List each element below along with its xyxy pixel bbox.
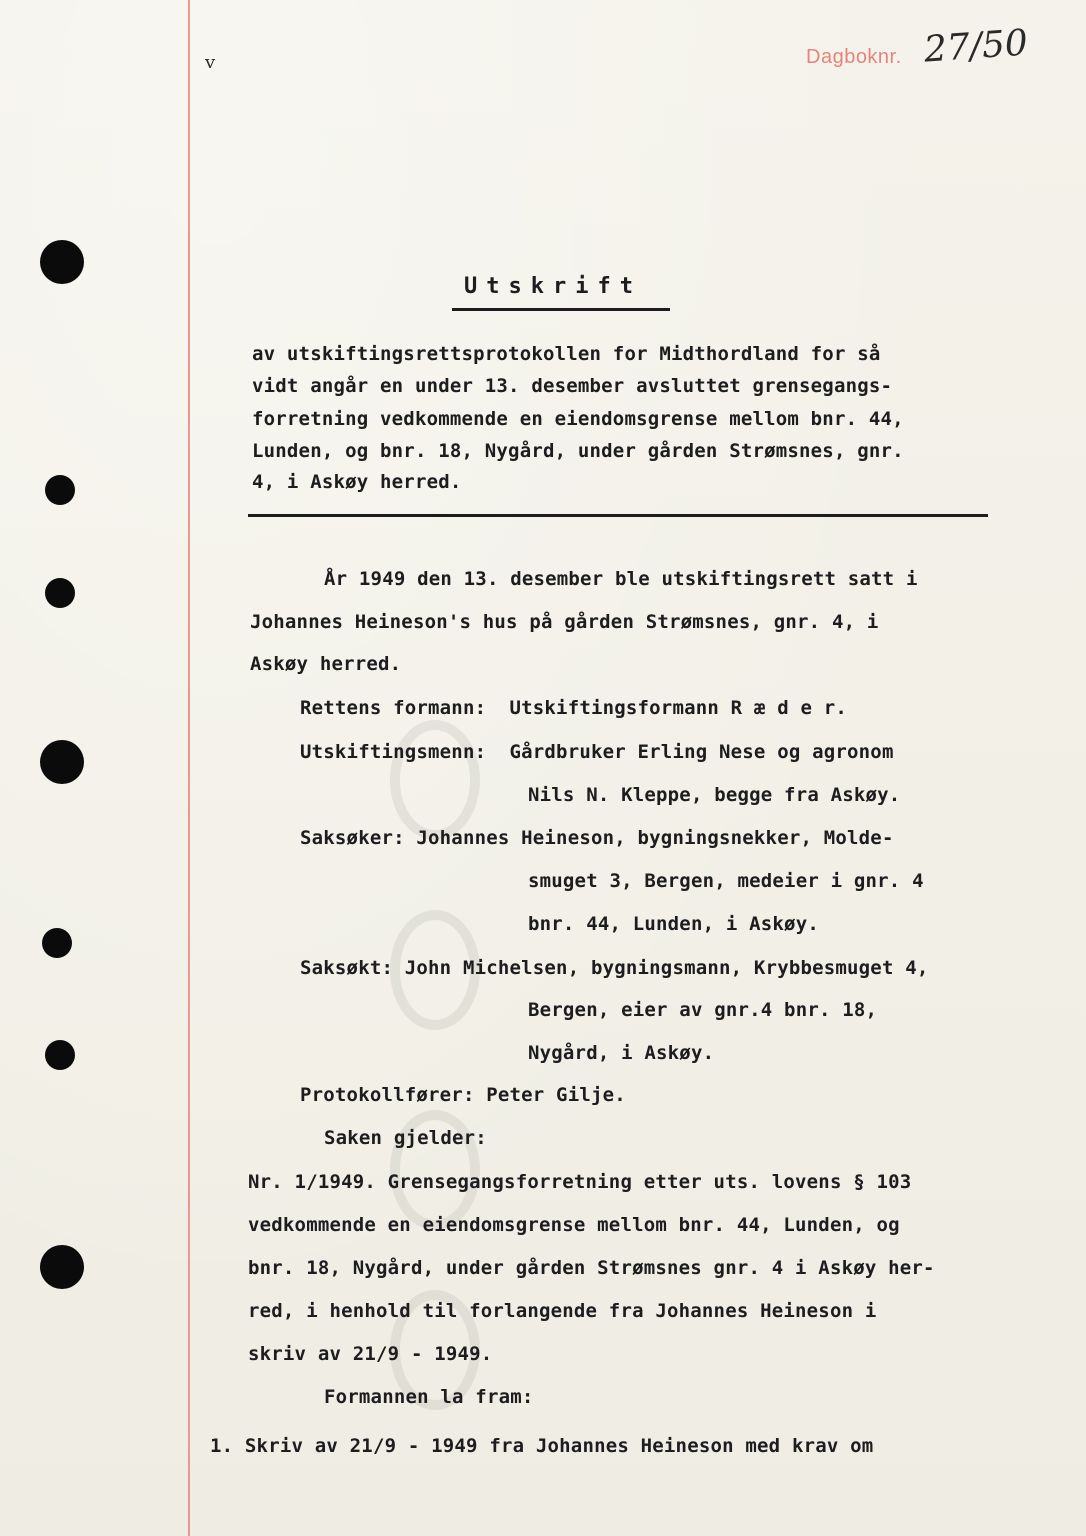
body-line: red, i henhold til forlangende fra Johannes Heineson i (248, 1300, 877, 1322)
body-line: Askøy herred. (250, 653, 402, 675)
title-underline (452, 308, 670, 311)
body-line: Saksøker: Johannes Heineson, bygningsnekker, Molde- (300, 827, 894, 849)
body-line: Utskiftingsmenn: Gårdbruker Erling Nese og agronom (300, 741, 894, 763)
register-number: 27/50 (922, 22, 1030, 71)
punch-hole (40, 240, 84, 284)
body-line: Saken gjelder: (324, 1127, 487, 1149)
margin-check-mark: v (205, 52, 216, 73)
body-line: bnr. 18, Nygård, under gården Strømsnes gnr. 4 i Askøy her- (248, 1257, 935, 1279)
body-line: Nils N. Kleppe, begge fra Askøy. (528, 784, 901, 806)
punch-hole (42, 928, 72, 958)
body-line: Johannes Heineson's hus på gården Strømsnes, gnr. 4, i (250, 611, 879, 633)
punch-hole (40, 1245, 84, 1289)
body-line: 1. Skriv av 21/9 - 1949 fra Johannes Heineson med krav om (210, 1435, 874, 1457)
intro-line: 4, i Askøy herred. (252, 471, 462, 493)
intro-line: av utskiftingsrettsprotokollen for Midthordland for så (252, 343, 881, 365)
body-line: skriv av 21/9 - 1949. (248, 1343, 493, 1365)
body-line: Formannen la fram: (324, 1386, 534, 1408)
body-line: Rettens formann: Utskiftingsformann R æ d e r. (300, 697, 848, 719)
intro-line: Lunden, og bnr. 18, Nygård, under gården Strømsnes, gnr. (252, 440, 904, 462)
margin-line (188, 0, 190, 1536)
body-line: Saksøkt: John Michelsen, bygningsmann, Krybbesmuget 4, (300, 957, 929, 979)
punch-hole (45, 578, 75, 608)
intro-line: vidt angår en under 13. desember avsluttet grensegangs- (252, 375, 893, 397)
body-line: År 1949 den 13. desember ble utskiftingsrett satt i (324, 568, 918, 590)
body-line: bnr. 44, Lunden, i Askøy. (528, 913, 819, 935)
body-line: Protokollfører: Peter Gilje. (300, 1084, 626, 1106)
punch-hole (45, 475, 75, 505)
document-title: Utskrift (464, 274, 642, 299)
body-line: Nygård, i Askøy. (528, 1042, 715, 1064)
punch-hole (45, 1040, 75, 1070)
section-divider (248, 514, 988, 517)
punch-hole (40, 740, 84, 784)
body-line: Bergen, eier av gnr.4 bnr. 18, (528, 999, 878, 1021)
body-line: Nr. 1/1949. Grensegangsforretning etter uts. lovens § 103 (248, 1171, 912, 1193)
register-stamp: Dagboknr. (806, 46, 902, 68)
intro-line: forretning vedkommende en eiendomsgrense mellom bnr. 44, (252, 408, 904, 430)
body-line: vedkommende en eiendomsgrense mellom bnr. 44, Lunden, og (248, 1214, 900, 1236)
body-line: smuget 3, Bergen, medeier i gnr. 4 (528, 870, 924, 892)
